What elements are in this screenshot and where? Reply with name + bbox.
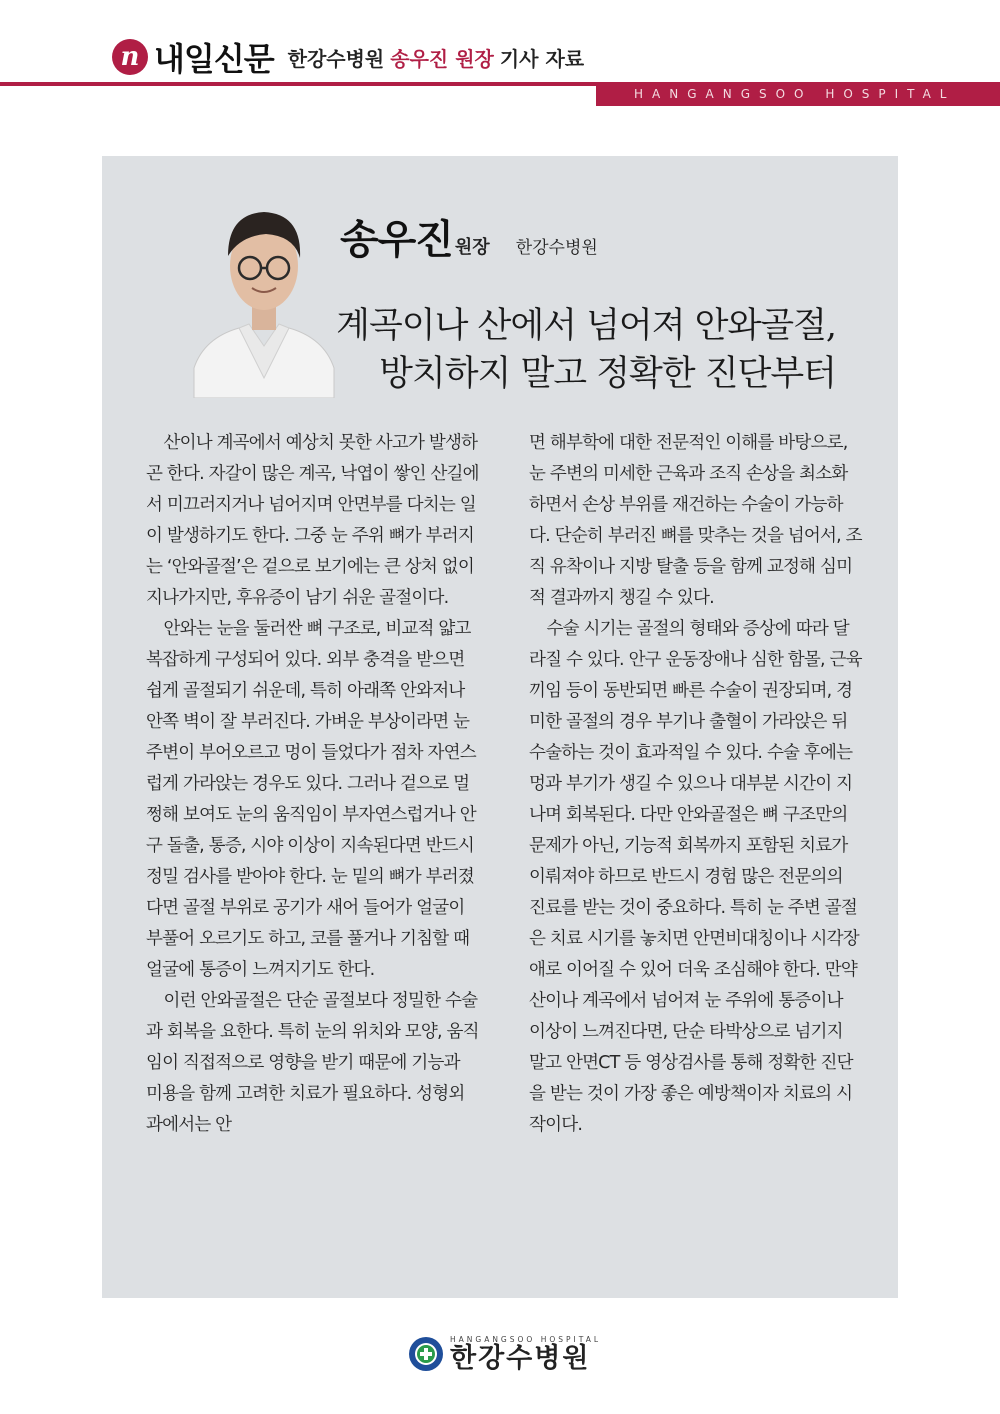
headline-line-2: 방치하지 말고 정확한 진단부터 <box>379 354 836 394</box>
article-column-2 <box>529 428 863 1141</box>
hospital-band: HANGANGSOO HOSPITAL <box>596 82 1000 106</box>
headline-line-1: 계곡이나 산에서 넘어져 안와골절, <box>336 306 836 346</box>
masthead-hospital: 한강수병원 <box>287 46 385 71</box>
footer-english: HANGANGSOO HOSPITAL <box>450 1335 602 1344</box>
footer-korean: 한강수병원 <box>450 1343 591 1374</box>
article-column-1 <box>146 428 480 1141</box>
hospital-emblem-icon <box>408 1336 444 1372</box>
article-headline <box>336 302 836 398</box>
newspaper-name: 내일신문 <box>154 40 274 78</box>
newspaper-logo-icon: n <box>112 39 148 75</box>
masthead-subtitle <box>288 43 584 72</box>
footer <box>0 1335 1000 1385</box>
paragraph: 수술 시기는 골절의 형태와 증상에 따라 달라질 수 있다. 안구 운동장애나 심한 함몰, 근육 끼임 등이 동반되면 빠른 수술이 권장되며, 경미한 골절의 경우 부기나 출혈이 가라앉은 뒤 수술하는 것이 효과적일 수 있다. 수술 후에는 멍과 부기가 생길 수 있으나 대부분 시간이 지나며 회복된다. 다만 안와골절은 뼈 구조만의 문제가 아닌, 기능적 회복까지 포함된 치료가 이뤄져야 하므로 반드시 경험 많은 전문의의 진료를 받는 것이 중요하다. 특히 눈 주변 골절은 치료 시기를 놓치면 안면비대칭이나 시각장애로 이어질 수 있어 더욱 조심해야 한다. 만약 산이나 계곡에서 넘어져 눈 주위에 통증이나 이상이 느껴진다면, 단순 타박상으로 넘기지 말고 안면CT 등 영상검사를 통해 정확한 진단을 받는 것이 가장 좋은 예방책이자 치료의 시작이다. <box>529 619 862 1135</box>
author-byline <box>340 208 598 265</box>
author-name: 송우진 <box>340 217 453 263</box>
paragraph: 안와는 눈을 둘러싼 뼈 구조로, 비교적 얇고 복잡하게 구성되어 있다. 외부 충격을 받으면 쉽게 골절되기 쉬운데, 특히 아래쪽 안와저나 안쪽 벽이 잘 부러진다. 가벼운 부상이라면 눈 주변이 부어오르고 멍이 들었다가 점차 자연스럽게 가라앉는 경우도 있다. 그러나 겉으로 멀쩡해 보여도 눈의 움직임이 부자연스럽거나 안구 돌출, 통증, 시야 이상이 지속된다면 반드시 정밀 검사를 받아야 한다. 눈 밑의 뼈가 부러졌다면 골절 부위로 공기가 새어 들어가 얼굴이 부풀어 오르기도 하고, 코를 풀거나 기침할 때 얼굴에 통증이 느껴지기도 한다. <box>146 619 476 980</box>
paragraph: 산이나 계곡에서 예상치 못한 사고가 발생하곤 한다. 자갈이 많은 계곡, 낙엽이 쌓인 산길에서 미끄러지거나 넘어지며 안면부를 다치는 일이 발생하기도 한다. 그중 눈 주위 뼈가 부러지는 ‘안와골절’은 겉으로 보기에는 큰 상처 없이 지나가지만, 후유증이 남기 쉬운 골절이다. <box>146 433 479 608</box>
article-clipping <box>102 156 898 1298</box>
masthead-suffix: 기사 자료 <box>499 46 585 71</box>
author-hospital: 한강수병원 <box>515 238 598 258</box>
footer-logo <box>408 1335 601 1373</box>
paragraph: 면 해부학에 대한 전문적인 이해를 바탕으로, 눈 주변의 미세한 근육과 조직 손상을 최소화하면서 손상 부위를 재건하는 수술이 가능하다. 단순히 부러진 뼈를 맞추는 것을 넘어서, 조직 유착이나 지방 탈출 등을 함께 교정해 심미적 결과까지 챙길 수 있다. <box>529 433 862 608</box>
paragraph: 이런 안와골절은 단순 골절보다 정밀한 수술과 회복을 요한다. 특히 눈의 위치와 모양, 움직임이 직접적으로 영향을 받기 때문에 기능과 미용을 함께 고려한 치료가 필요하다. 성형외과에서는 안 <box>146 991 479 1135</box>
author-title: 원장 <box>454 237 490 258</box>
doctor-portrait <box>184 178 344 398</box>
masthead-doctor: 송우진 원장 <box>390 46 494 71</box>
masthead <box>112 32 584 82</box>
